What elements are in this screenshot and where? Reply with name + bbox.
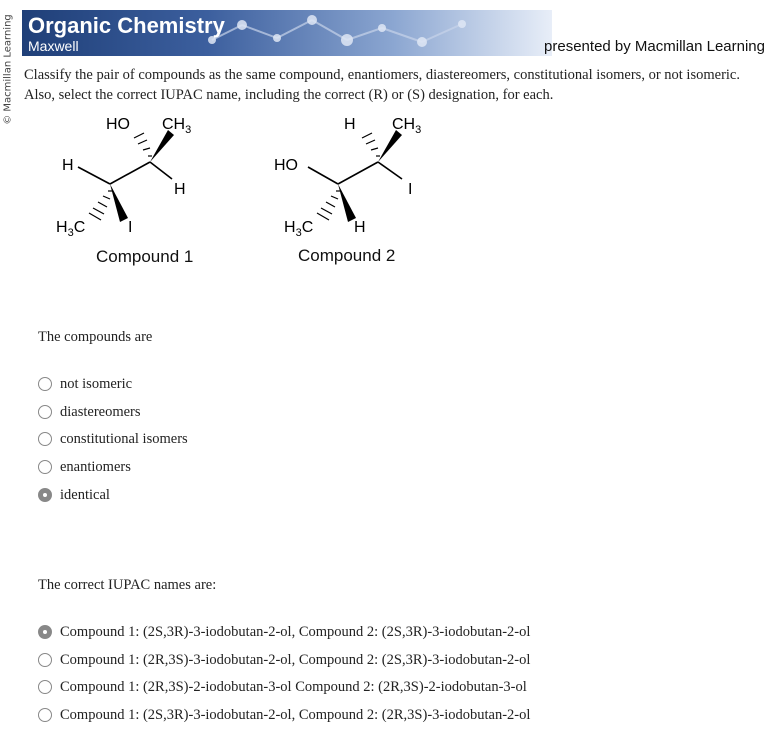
option-label: Compound 1: (2S,3R)-3-iodobutan-2-ol, Compound 2: (2S,3R)-3-iodobutan-2-ol	[60, 623, 531, 640]
app-subtitle: Maxwell	[28, 38, 79, 54]
question-text: Classify the pair of compounds as the same compound, enantiomers, diastereomers, constitutional isomers, or not isomeric. Also, select the correct IUPAC name, including the correct (R) or (S) designation, for each.	[24, 67, 740, 103]
radio-button[interactable]	[38, 653, 52, 667]
svg-text:H: H	[354, 219, 366, 236]
molecule-decoration-icon	[202, 10, 552, 56]
iupac-option-2[interactable]	[38, 649, 530, 671]
app-title: Organic Chemistry	[28, 13, 225, 38]
option-label: enantiomers	[60, 458, 131, 475]
svg-text:I: I	[128, 219, 133, 236]
iupac-prompt: The correct IUPAC names are:	[38, 577, 217, 593]
radio-button-selected[interactable]	[38, 625, 52, 639]
relation-option-constitutional-isomers[interactable]	[38, 428, 188, 450]
option-label: Compound 1: (2R,3S)-2-iodobutan-3-ol Compound 2: (2R,3S)-2-iodobutan-3-ol	[60, 678, 527, 695]
svg-text:H: H	[174, 181, 186, 198]
compound-1-structure	[40, 112, 220, 242]
relation-option-not-isomeric[interactable]	[38, 373, 132, 395]
iupac-option-4[interactable]	[38, 704, 530, 726]
svg-text:HO: HO	[106, 116, 130, 133]
svg-text:I: I	[408, 181, 413, 198]
svg-text:H: H	[344, 116, 356, 133]
header-banner	[22, 10, 552, 56]
relation-prompt: The compounds are	[38, 329, 153, 345]
relation-option-enantiomers[interactable]	[38, 456, 131, 478]
option-label: Compound 1: (2R,3S)-3-iodobutan-2-ol, Compound 2: (2S,3R)-3-iodobutan-2-ol	[60, 651, 531, 668]
presented-by-text: presented by Macmillan Learning	[544, 38, 765, 55]
option-label: Compound 1: (2S,3R)-3-iodobutan-2-ol, Compound 2: (2R,3S)-3-iodobutan-2-ol	[60, 706, 531, 723]
radio-button[interactable]	[38, 405, 52, 419]
svg-text:H3C: $H_3C$	[284, 219, 314, 239]
radio-button-selected[interactable]	[38, 488, 52, 502]
radio-button[interactable]	[38, 377, 52, 391]
iupac-option-1[interactable]	[38, 621, 530, 643]
svg-text:CH3: $CH_3$	[392, 116, 422, 136]
option-label: diastereomers	[60, 403, 141, 420]
compound-1-label: Compound 1	[96, 247, 194, 266]
relation-option-diastereomers[interactable]	[38, 401, 141, 423]
compound-2-structure	[268, 112, 448, 242]
svg-text:H: H	[62, 157, 74, 174]
svg-text:CH3: $CH_3$	[162, 116, 192, 136]
svg-text:H3C: $H_3C$	[56, 219, 86, 239]
option-label: identical	[60, 486, 110, 503]
iupac-option-3[interactable]	[38, 676, 527, 698]
radio-button[interactable]	[38, 680, 52, 694]
radio-button[interactable]	[38, 460, 52, 474]
svg-text:HO: HO	[274, 157, 298, 174]
radio-button[interactable]	[38, 708, 52, 722]
relation-option-identical[interactable]	[38, 484, 110, 506]
compound-2-label: Compound 2	[298, 246, 396, 265]
option-label: not isomeric	[60, 375, 133, 392]
option-label: constitutional isomers	[60, 430, 188, 447]
copyright-text: © Macmillan Learning	[2, 14, 14, 125]
radio-button[interactable]	[38, 432, 52, 446]
